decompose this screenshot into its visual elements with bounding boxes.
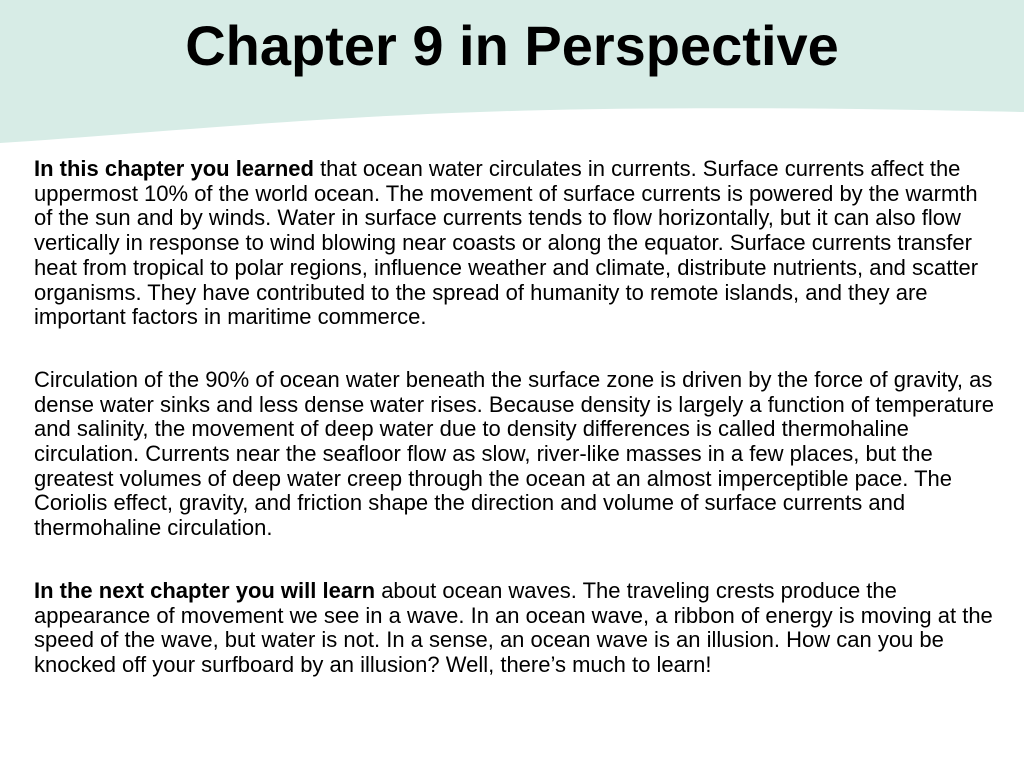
- paragraph-text: about ocean waves. The traveling crests produce the appearance of movement we see in a wave. In an ocean wave, a ribbon of energy is moving at the speed of the wave, but water is not. In a sense, an ocean wave is an illusion. How can you be knocked off your surfboard by an illusion? Well, there’s much to learn!: [34, 577, 993, 677]
- paragraph-text: Circulation of the 90% of ocean water beneath the surface zone is driven by the force of gravity, as dense water sinks and less dense water rises. Because density is largely a function of temperature and salinity, the movement of deep water due to density differences is called thermohaline circulation. Currents near the seafloor flow as slow, river-like masses in a few places, but the greatest volumes of deep water creep through the ocean at an almost imperceptible pace. The Coriolis effect, gravity, and friction shape the direction and volume of surface currents and thermohaline circulation.: [34, 366, 994, 541]
- paragraph-deep-circulation: [34, 368, 1002, 541]
- paragraph-text: that ocean water circulates in currents. Surface currents affect the uppermost 10% of the world ocean. The movement of surface currents is powered by the warmth of the sun and by winds. Water in surface currents tends to flow horizontally, but it can also flow vertically in response to wind blowing near coasts or along the equator. Surface currents transfer heat from tropical to polar regions, influence weather and climate, distribute nutrients, and scatter organisms. They have contributed to the spread of humanity to remote islands, and they are important factors in maritime commerce.: [34, 156, 979, 330]
- paragraph-next-chapter: [34, 579, 1002, 678]
- paragraph-chapter-summary: [34, 157, 1002, 330]
- slide-title: Chapter 9 in Perspective: [185, 14, 839, 77]
- slide-body: [34, 157, 1002, 716]
- paragraph-lead: In this chapter you learned: [34, 156, 314, 181]
- paragraph-lead: In the next chapter you will learn: [34, 577, 376, 603]
